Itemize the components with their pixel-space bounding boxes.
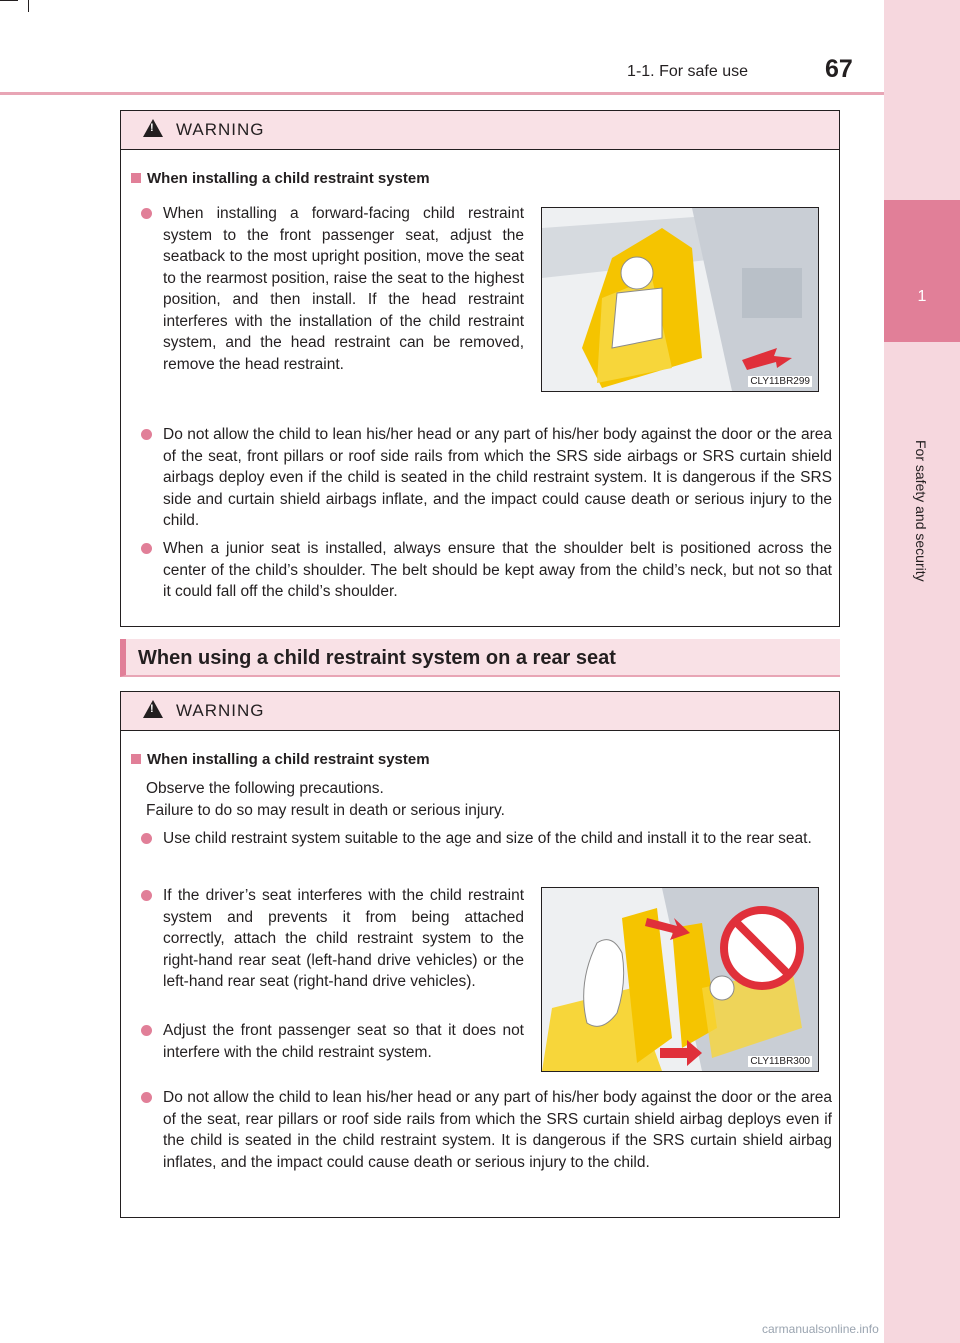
section-title: When using a child restraint system on a rear seat [138, 647, 616, 669]
crop-mark [0, 0, 18, 1]
warning-box [120, 110, 840, 627]
header-rule [0, 92, 884, 95]
warning-title: WARNING [176, 701, 265, 720]
bullet-dot-icon [141, 833, 152, 844]
warning-bullet: Use child restraint system suitable to the age and size of the child and install it to the rear seat. [141, 828, 832, 850]
warning-icon [143, 119, 163, 137]
image-code: CLY11BR300 [750, 1056, 810, 1067]
warning-icon [143, 700, 163, 718]
square-bullet-icon [131, 754, 141, 764]
bullet-dot-icon [141, 208, 152, 219]
warning-bullet: Do not allow the child to lean his/her head or any part of his/her body against the door or the area of the seat, front pillars or roof side rails from which the SRS side airbags or SRS curtain shield airbags deploy even if the child is seated in the child restraint system. It is dangerous if the SRS side and curtain shield airbags inflate, and the impact could cause death or serious injury to the child. [141, 424, 832, 532]
bullet-dot-icon [141, 543, 152, 554]
crop-mark [28, 0, 29, 12]
warning-header [121, 111, 839, 150]
warning-subheading: When installing a child restraint system [131, 170, 430, 187]
warning-intro: Failure to do so may result in death or serious injury. [146, 802, 505, 819]
bullet-dot-icon [141, 890, 152, 901]
warning-header [121, 692, 839, 731]
warning-subheading: When installing a child restraint system [131, 751, 430, 768]
bullet-dot-icon [141, 1092, 152, 1103]
warning-title: WARNING [176, 120, 265, 139]
chapter-tab [884, 200, 960, 342]
page-number: 67 [825, 55, 853, 83]
watermark: carmanualsonline.info [762, 1322, 879, 1336]
warning-intro: Observe the following precautions. [146, 780, 384, 797]
bullet-dot-icon [141, 1025, 152, 1036]
section-header: 1-1. For safe use [627, 63, 748, 80]
warning-bullet: If the driver’s seat interferes with the child restraint system and prevents it from being attached correctly, attach the child restraint system to the right-hand rear seat (left-hand drive vehicles) or the left-hand rear seat (right-hand drive vehicles). [141, 885, 524, 993]
rear-seat-illustration [541, 887, 819, 1072]
chapter-number: 1 [917, 288, 927, 305]
rear-seat-image [542, 888, 818, 1071]
image-code: CLY11BR299 [750, 376, 810, 387]
warning-bullet: Adjust the front passenger seat so that it does not interfere with the child restraint system. [141, 1020, 524, 1063]
warning-bullet: When installing a forward-facing child restraint system to the front passenger seat, adjust the seatback to the most upright position, move the seat to the rearmost position, raise the seat to the highest position, and then install. If the head restraint interferes with the installation of the child restraint system, and the head restraint can be removed, remove the head restraint. [141, 203, 524, 375]
chapter-label: For safety and security [913, 440, 929, 582]
square-bullet-icon [131, 173, 141, 183]
bullet-dot-icon [141, 429, 152, 440]
warning-bullet: Do not allow the child to lean his/her head or any part of his/her body against the door or the area of the seat, rear pillars or roof side rails from which the SRS curtain shield airbag deploys even if the child is seated in the child restraint system. It is dangerous if the SRS curtain shield airbag inflates, and the impact could cause death or serious injury to the child. [141, 1087, 832, 1173]
child-seat-illustration [541, 207, 819, 392]
warning-bullet: When a junior seat is installed, always ensure that the shoulder belt is positioned across the center of the child’s shoulder. The belt should be kept away from the child’s neck, but not so that it could fall off the child’s shoulder. [141, 538, 832, 603]
forward-facing-seat-image [542, 208, 818, 391]
section-heading [120, 639, 840, 677]
warning-box [120, 691, 840, 1218]
